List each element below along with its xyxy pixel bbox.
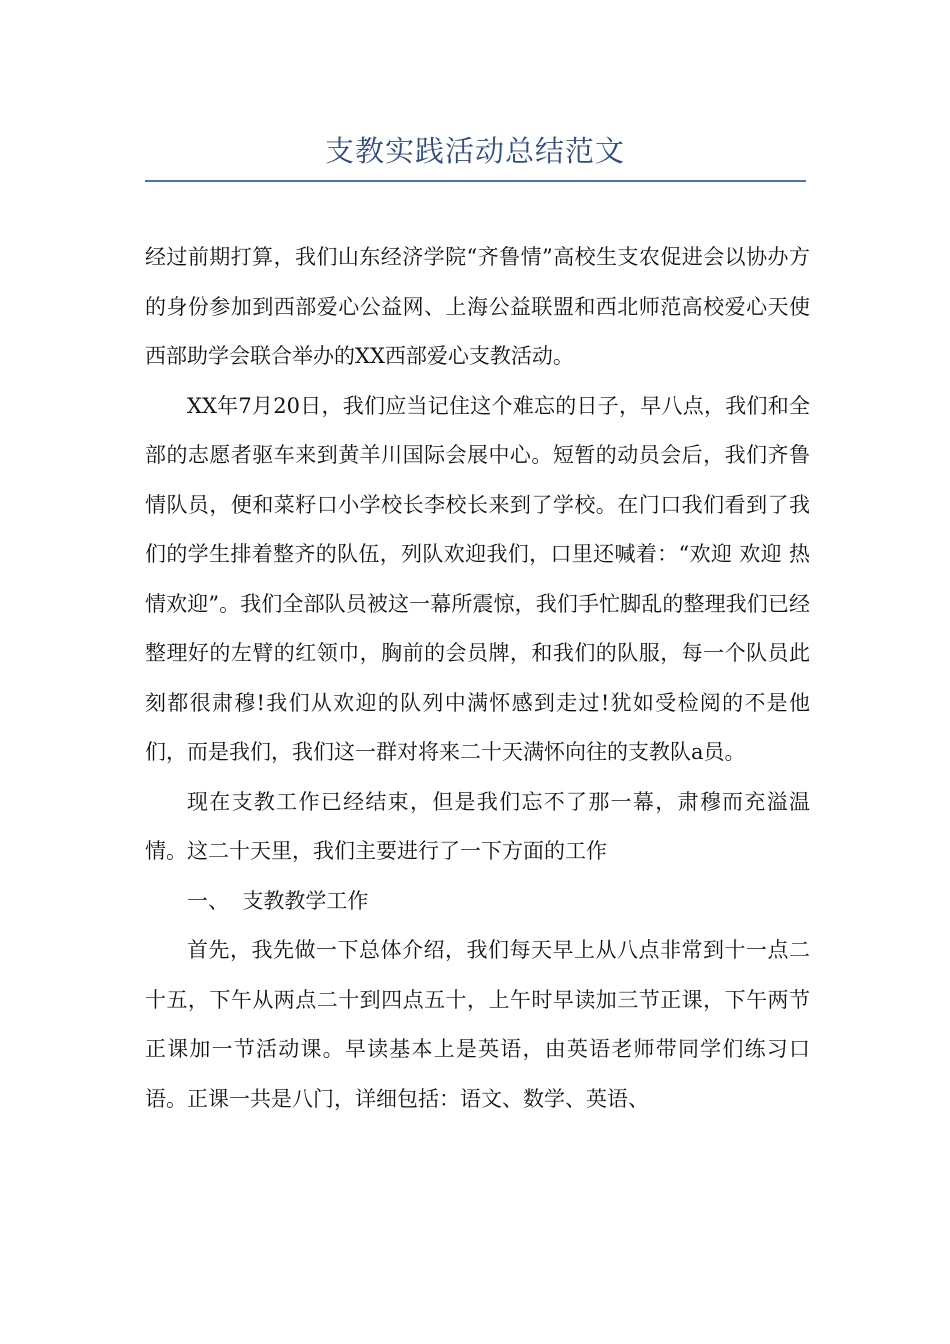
document-title: 支教实践活动总结范文 bbox=[324, 134, 625, 168]
paragraph-schedule: 首先，我先做一下总体介绍，我们每天早上从八点非常到十一点二十五，下午从两点二十到四点五十，上午时早读加三节正课，下午两节正课加一节活动课。早读基本上是英语，由英语老师带同学们练习口语。正课一共是八门，详细包括：语文、数学、英语、 bbox=[145, 938, 810, 1111]
section-heading-teaching: 一、 支教教学工作 bbox=[187, 888, 369, 913]
title-underline bbox=[145, 180, 806, 182]
document-body bbox=[145, 233, 810, 1124]
paragraph-intro: 经过前期打算，我们山东经济学院“齐鲁情”高校生支农促进会以协办方的身份参加到西部爱心公益网、上海公益联盟和西北师范高校爱心天使西部助学会联合举办的XX西部爱心支教活动。 bbox=[145, 245, 810, 368]
paragraph-arrival: XX年7月20日，我们应当记住这个难忘的日子，早八点，我们和全部的志愿者驱车来到黄羊川国际会展中心。短暂的动员会后，我们齐鲁情队员，便和菜籽口小学校长李校长来到了学校。在门口我们看到了我们的学生排着整齐的队伍，列队欢迎我们，口里还喊着：“欢迎 欢迎 热情欢迎”。我们全部队员被这一幕所震惊，我们手忙脚乱的整理我们已经整理好的左臂的红领巾，胸前的会员牌，和我们的队服，每一个队员此刻都很肃穆!我们从欢迎的队列中满怀感到走过!犹如受检阅的不是他们，而是我们，我们这一群对将来二十天满怀向往的支教队a员。 bbox=[145, 393, 810, 764]
paragraph-summary: 现在支教工作已经结束，但是我们忘不了那一幕，肃穆而充溢温情。这二十天里，我们主要进行了一下方面的工作 bbox=[145, 789, 810, 863]
